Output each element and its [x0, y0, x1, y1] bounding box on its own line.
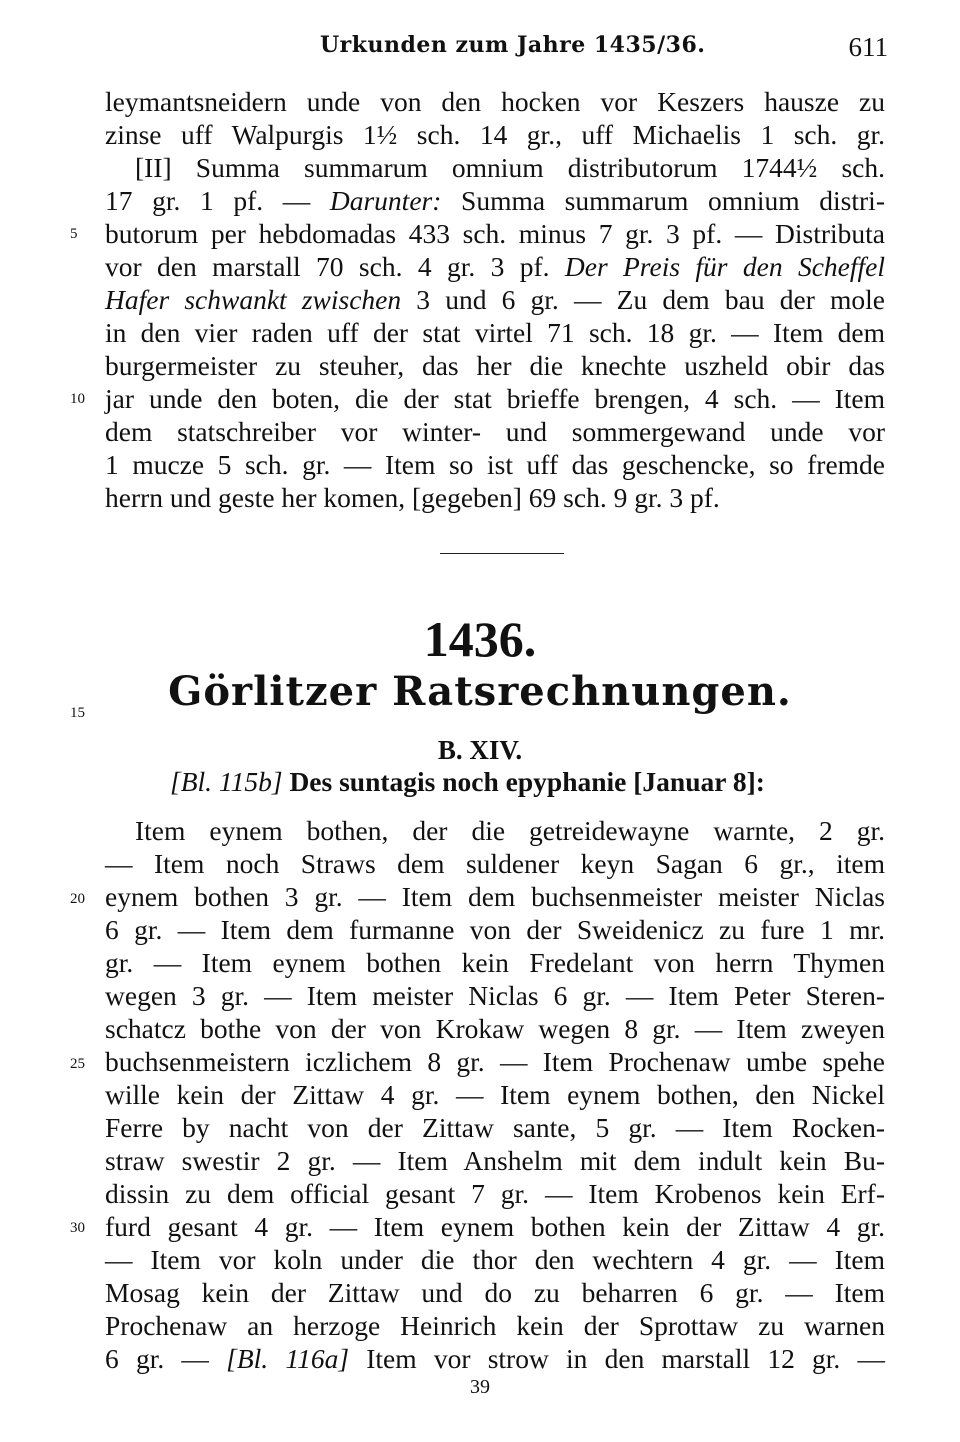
text-line: — Item vor koln under die thor den wechtern 4 gr. — Item	[105, 1244, 885, 1275]
text-line: Hafer schwankt zwischen 3 und 6 gr. — Zu dem bau der mole	[105, 284, 885, 315]
text-line: vor den marstall 70 sch. 4 gr. 3 pf. Der Preis für den Scheffel	[105, 251, 885, 282]
text-block-1	[105, 85, 885, 514]
folio-reference: [Bl. 116a]	[226, 1343, 350, 1374]
text-line: dissin zu dem official gesant 7 gr. — Item Krobenos kein Erf-	[105, 1178, 885, 1209]
text-line: Item eynem bothen, der die getreidewayne warnte, 2 gr.	[135, 815, 885, 846]
text-line: herrn und geste her komen, [gegeben] 69 sch. 9 gr. 3 pf.	[105, 482, 720, 513]
text-line: Prochenaw an herzoge Heinrich kein der Sprottaw zu warnen	[105, 1310, 885, 1341]
line-number: 5	[70, 226, 78, 242]
line-number: 15	[70, 705, 85, 721]
section-year: 1436.	[423, 611, 537, 667]
date-heading: Des suntagis noch epyphanie [Januar 8]:	[289, 766, 765, 797]
folio-reference: [Bl. 115b]	[170, 766, 283, 797]
running-header	[100, 30, 888, 66]
text-line: wegen 3 gr. — Item meister Niclas 6 gr. — Item Peter Steren-	[105, 980, 885, 1011]
line-number: 20	[70, 891, 85, 907]
signature-mark: 39	[470, 1376, 490, 1398]
text-line: 6 gr. — [Bl. 116a] Item vor strow in den marstall 12 gr. —	[105, 1343, 885, 1374]
editorial-italic: Hafer schwankt zwischen	[105, 284, 402, 315]
text-line: butorum per hebdomadas 433 sch. minus 7 gr. 3 pf. — Distributa	[105, 218, 885, 249]
text-line: — Item noch Straws dem suldener keyn Sagan 6 gr., item	[105, 848, 885, 879]
text-line: eynem bothen 3 gr. — Item dem buchsenmeister meister Niclas	[105, 881, 885, 912]
text-line: furd gesant 4 gr. — Item eynem bothen kein der Zittaw 4 gr.	[105, 1211, 885, 1242]
editorial-italic: Der Preis für den Scheffel	[564, 251, 885, 282]
running-title: Urkunden zum Jahre 1435/36.	[320, 32, 706, 58]
text-line: zinse uff Walpurgis 1½ sch. 14 gr., uff Michaelis 1 sch. gr.	[105, 119, 885, 150]
volume-label: B. XIV.	[437, 735, 523, 765]
editorial-italic: Darunter:	[329, 185, 442, 216]
text-line: [II] Summa summarum omnium distributorum 1744½ sch.	[135, 152, 885, 183]
text-line: dem statschreiber vor winter- und sommergewand unde vor	[105, 416, 885, 447]
text-line: Ferre by nacht von der Zittaw sante, 5 gr. — Item Rocken-	[105, 1112, 885, 1143]
text-line: leymantsneidern unde von den hocken vor Keszers hausze zu	[105, 86, 885, 117]
text-line: buchsenmeistern iczlichem 8 gr. — Item Prochenaw umbe spehe	[105, 1046, 885, 1077]
text-line: 1 mucze 5 sch. gr. — Item so ist uff das geschencke, so fremde	[105, 449, 885, 480]
text-line: wille kein der Zittaw 4 gr. — Item eynem bothen, den Nickel	[105, 1079, 885, 1110]
section-title: Görlitzer Ratsrechnungen.	[168, 668, 792, 715]
line-number: 30	[70, 1220, 85, 1236]
text-line: Mosag kein der Zittaw und do zu beharren 6 gr. — Item	[105, 1277, 885, 1308]
text-line: jar unde den boten, die der stat brieffe brengen, 4 sch. — Item	[105, 383, 885, 414]
entry-heading	[170, 766, 765, 798]
text-line: 17 gr. 1 pf. — Darunter: Summa summarum omnium distri-	[105, 185, 885, 216]
text-line: 6 gr. — Item dem furmanne von der Sweidenicz zu fure 1 mr.	[105, 914, 885, 945]
text-line: schatcz bothe von der von Krokaw wegen 8 gr. — Item zweyen	[105, 1013, 885, 1044]
line-number: 25	[70, 1056, 85, 1072]
text-block-2	[105, 814, 885, 1375]
text-line: straw swestir 2 gr. — Item Anshelm mit dem indult kein Bu-	[105, 1145, 885, 1176]
line-number: 10	[70, 391, 85, 407]
text-line: burgermeister zu steuher, das her die knechte uszheld obir das	[105, 350, 885, 381]
text-line: in den vier raden uff der stat virtel 71 sch. 18 gr. — Item dem	[105, 317, 885, 348]
section-divider	[440, 553, 564, 554]
text-line: gr. — Item eynem bothen kein Fredelant von herrn Thymen	[105, 947, 885, 978]
page-number: 611	[848, 32, 888, 62]
